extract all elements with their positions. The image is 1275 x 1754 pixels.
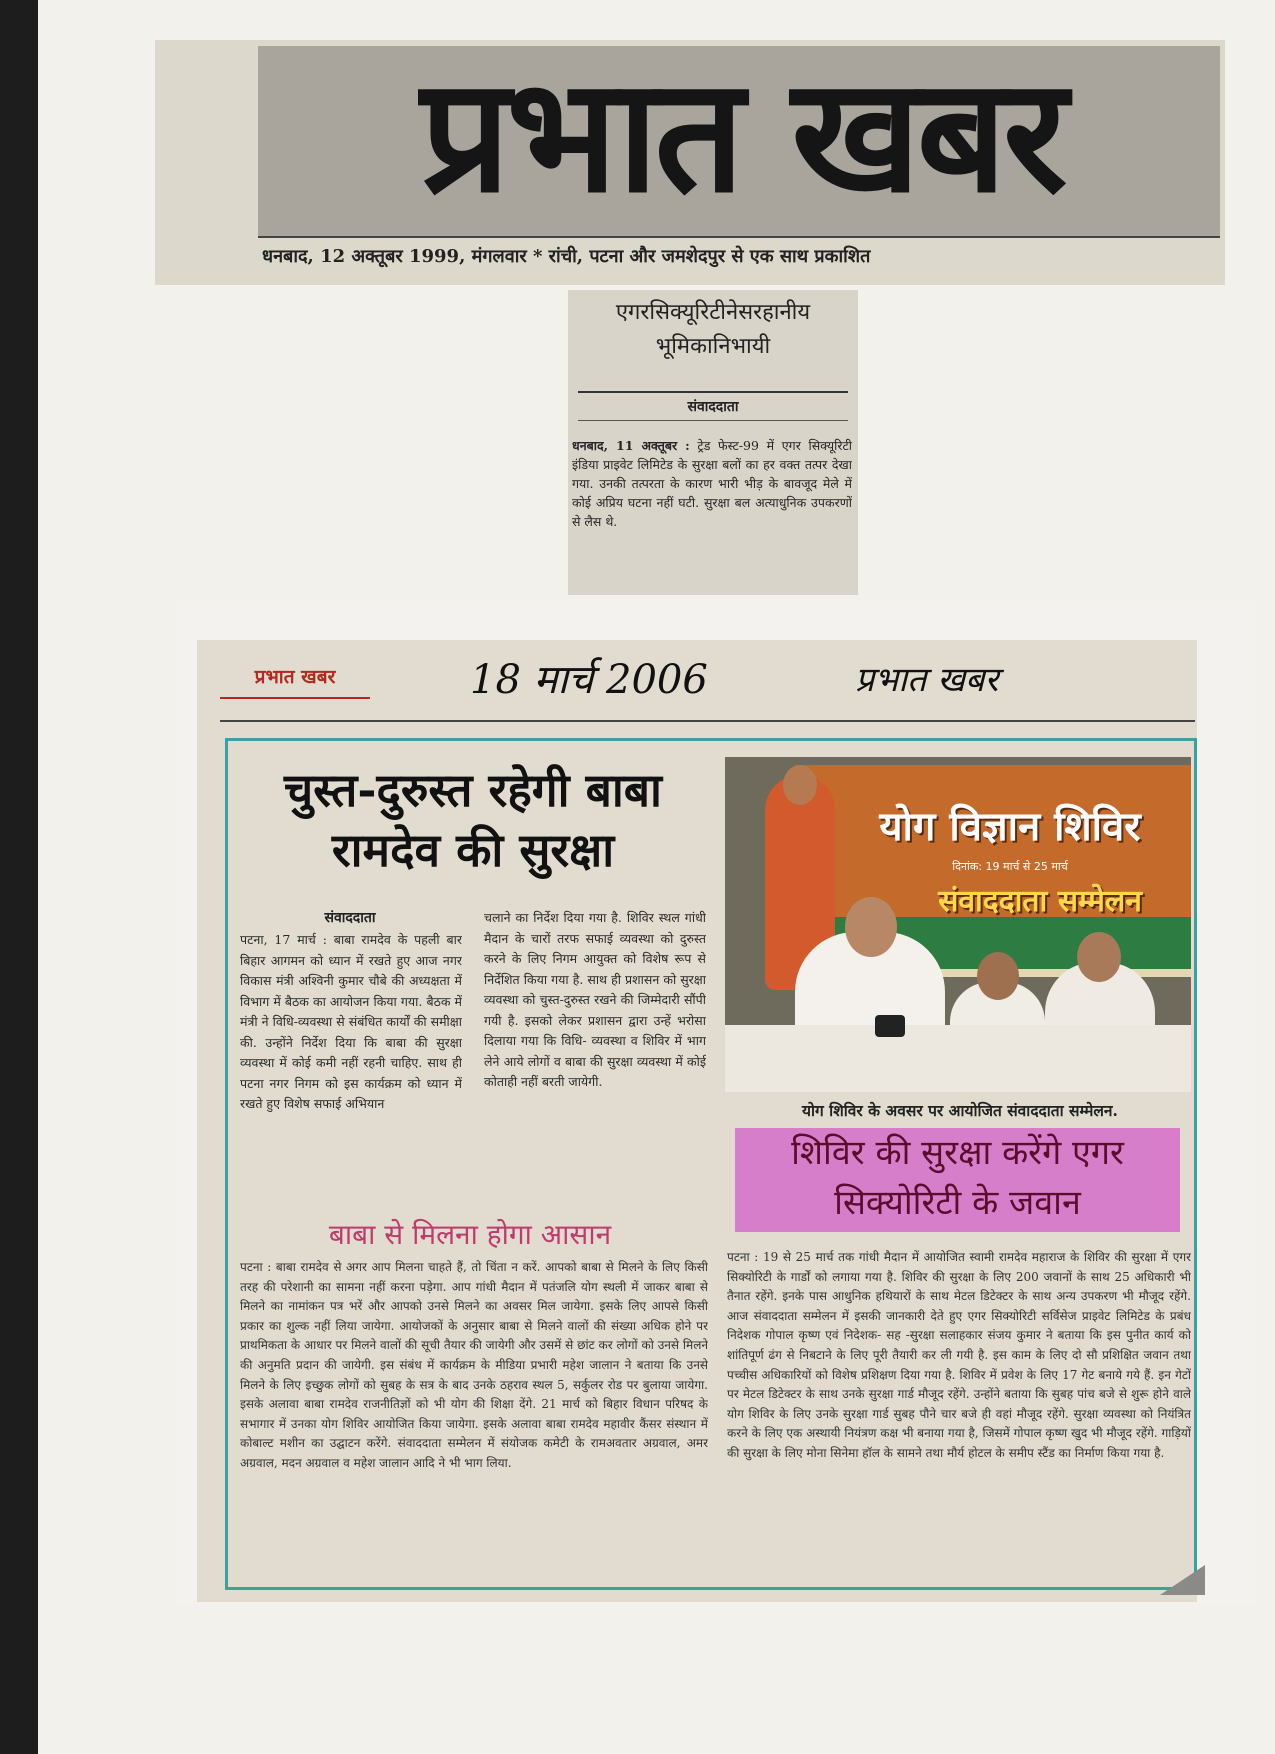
brief-byline: संवाददाता — [687, 399, 739, 415]
handwritten-newspaper-name: प्रभात खबर — [855, 660, 999, 700]
photo-person-2-head — [977, 952, 1019, 1000]
newspaper-logo: प्रभात खबर — [254, 666, 336, 688]
press-conference-photo — [725, 757, 1191, 1092]
scanner-binding-edge — [0, 0, 38, 1754]
brief-text: ट्रेड फेस्ट-99 में एगर सिक्यूरिटी इंडिया प्राइवेट लिमिटेड के सुरक्षा बलों का हर वक्त तत्पर देखा गया. उनकी तत्परता के कारण भारी भीड़ के बावजूद मेले में कोई अप्रिय घटना नहीं घटी. सुरक्षा बल अत्याधुनिक उपकरणों से लैस थे. — [572, 438, 852, 529]
right-headline: शिविर की सुरक्षा करेंगे एगर सिक्योरिटी के जवान — [791, 1133, 1124, 1223]
brief-body — [572, 436, 852, 588]
sub-headline: बाबा से मिलना होगा आसान — [328, 1218, 612, 1251]
brief-lead: धनबाद, 11 अक्तूबर : — [572, 438, 690, 453]
photo-table — [725, 1025, 1191, 1092]
photo-banner-conference: संवाददाता सम्मेलन — [938, 884, 1142, 919]
photo-figure-head — [783, 765, 817, 805]
headline-rule — [578, 391, 848, 393]
photo-banner-title: योग विज्ञान शिविर — [879, 804, 1141, 850]
main-article-column-1: पटना, 17 मार्च : बाबा रामदेव के पहली बार बिहार आगमन को ध्यान में रखते हुए आज नगर विकास मंत्री अश्विनी कुमार चौबे की अध्यक्षता में विभाग में बैठक का आयोजन किया गया. बैठक में मंत्री ने विधि-व्यवस्था से संबंधित कार्यों की समीक्षा की. उन्होंने निर्देश दिया कि बाबा की सुरक्षा व्यवस्था में कोई कमी नहीं रहनी चाहिए. साथ ही पटना नगर निगम को इस कार्यक्रम को ध्यान में रखते हुए विशेष सफाई अभियान — [240, 932, 462, 1111]
clipping-header-rule — [220, 720, 1195, 722]
main-article-column-2: चलाने का निर्देश दिया गया है. शिविर स्थल गांधी मैदान के चारों तरफ सफाई व्यवस्था को दुरुस्त करने के लिए निगम आयुक्त को विशेष रूप से निर्देशित किया गया है. साथ ही प्रशासन को सुरक्षा व्यवस्था को चुस्त-दुरुस्त रखने की जिम्मेदारी सौंपी गयी है. इसको लेकर प्रशासन द्वारा उन्हें भरोसा दिलाया गया कि विधि- व्यवस्था व शिविर में भाग लेने आये लोगों व बाबा की सुरक्षा व्यवस्था में कोई कोताही नहीं बरती जायेगी. — [484, 910, 706, 1089]
photo-person-1-head — [845, 897, 897, 957]
masthead-title: प्रभात खबर — [420, 44, 1064, 228]
photo-caption: योग शिविर के अवसर पर आयोजित संवाददाता सम्मेलन. — [802, 1101, 1118, 1120]
main-headline: चुस्त-दुरुस्त रहेगी बाबा रामदेव की सुरक्षा — [284, 763, 662, 877]
sub-article-body: पटना : बाबा रामदेव से अगर आप मिलना चाहते हैं, तो चिंता न करें. आपको बाबा से मिलने के लिए किसी तरह की परेशानी का सामना नहीं करना पड़ेगा. आप गांधी मैदान में पतंजलि योग स्थली में जाकर बाबा से मिलने का नामांकन पत्र भरें और आपको उनसे मिलने का अवसर मिल जायेगा. इसके लिए आपसे किसी प्रकार का शुल्क नहीं लिया जायेगा. आयोजकों के अनुसार बाबा से मिलने वालों की संख्या अधिक होने पर प्राथमिकता के आधार पर मिलने वालों की सूची तैयार की जायेगी और उसमें से छांट कर लोगों को उनसे मिलने की अनुमति प्रदान की जायेगी. इस संबंध में कार्यक्रम के मीडिया प्रभारी महेश जालान ने बताया कि उनसे मिलने के लिए इच्छुक लोगों को सुबह के सत्र के बाद उनके ठहराव स्थल 5, सर्कुलर रोड पर बुलाया जायेगा. इसके अलावा बाबा रामदेव राजनीतिज्ञों को भी योग की शिक्षा देंगे. 21 मार्च को बिहार विधान परिषद के सभागार में उनका योग शिविर आयोजित किया जायेगा. इसके अलावा बाबा रामदेव महावीर कैंसर संस्थान में कोबाल्ट मशीन का उद्घाटन करेंगे. संवाददाता सम्मेलन में संयोजक कमेटी के रामअवतार अग्रवाल, अमर अग्रवाल, मदन अग्रवाल व महेश जालान आदि ने भी भाग लिया. — [240, 1260, 708, 1470]
microphone-icon — [875, 1015, 905, 1037]
byline-rule — [578, 420, 848, 421]
photo-person-3-head — [1077, 932, 1121, 982]
handwritten-date: 18 मार्च 2006 — [470, 657, 708, 703]
logo-underline — [220, 697, 370, 699]
right-article-body: पटना : 19 से 25 मार्च तक गांधी मैदान में आयोजित स्वामी रामदेव महाराज के शिविर की सुरक्षा में एगर सिक्योरिटी के गार्डों को लगाया गया है. शिविर की सुरक्षा के लिए 200 जवानों के साथ 25 अधिकारी भी तैनात रहेंगे. इनके पास आधुनिक हथियारों के साथ मेटल डिटेक्टर के साथ अन्य उपकरण भी मौजूद रहेंगे. आज संवाददाता सम्मेलन में इसकी जानकारी देते हुए एगर सिक्योरिटी सर्विसेज प्राइवेट लिमिटेड के प्रबंध निदेशक गोपाल कृष्ण एवं निदेशक- सह -सुरक्षा सलाहकार संजय कुमार ने बताया कि इस पुनीत कार्य को शांतिपूर्ण ढंग से निबटाने के लिए पूरी तैयारी कर ली गयी है. इस काम के लिए दो सौ प्रशिक्षित जवान तथा पच्चीस अधिकारियों को विशेष प्रशिक्षण दिया गया है. शिविर में प्रवेश के लिए 17 गेट बनाये गये हैं. इन गेटों पर मेटल डिटेक्टर के साथ उनके सुरक्षा गार्ड मौजूद रहेंगे. उन्होंने बताया कि सुबह पांच बजे से शुरू होने वाले योग शिविर के लिए उनके सुरक्षा गार्ड सुबह पौने चार बजे ही वहां मौजूद रहेंगे. सुरक्षा व्यवस्था को नियंत्रित करने के लिए एक अस्थायी नियंत्रण कक्ष भी बनाया गया है, जिसमें गोपाल कृष्ण खुद भी मौजूद रहेंगे. गाड़ियों की सुरक्षा के लिए मोना सिनेमा हॉल के सामने तथा मौर्य होटल के समीप स्टैंड का निर्माण किया गया है. — [727, 1250, 1191, 1460]
photo-banner-subtitle: दिनांक: 19 मार्च से 25 मार्च — [952, 860, 1068, 873]
masthead-rule — [258, 236, 1220, 238]
masthead-dateline: धनबाद, 12 अक्तूबर 1999, मंगलवार * रांची, पटना और जमशेदपुर से एक साथ प्रकाशित — [262, 246, 871, 267]
main-byline: संवाददाता — [324, 910, 376, 926]
brief-headline: एगरसिक्यूरिटीनेसरहानीय भूमिकानिभायी — [615, 300, 811, 359]
